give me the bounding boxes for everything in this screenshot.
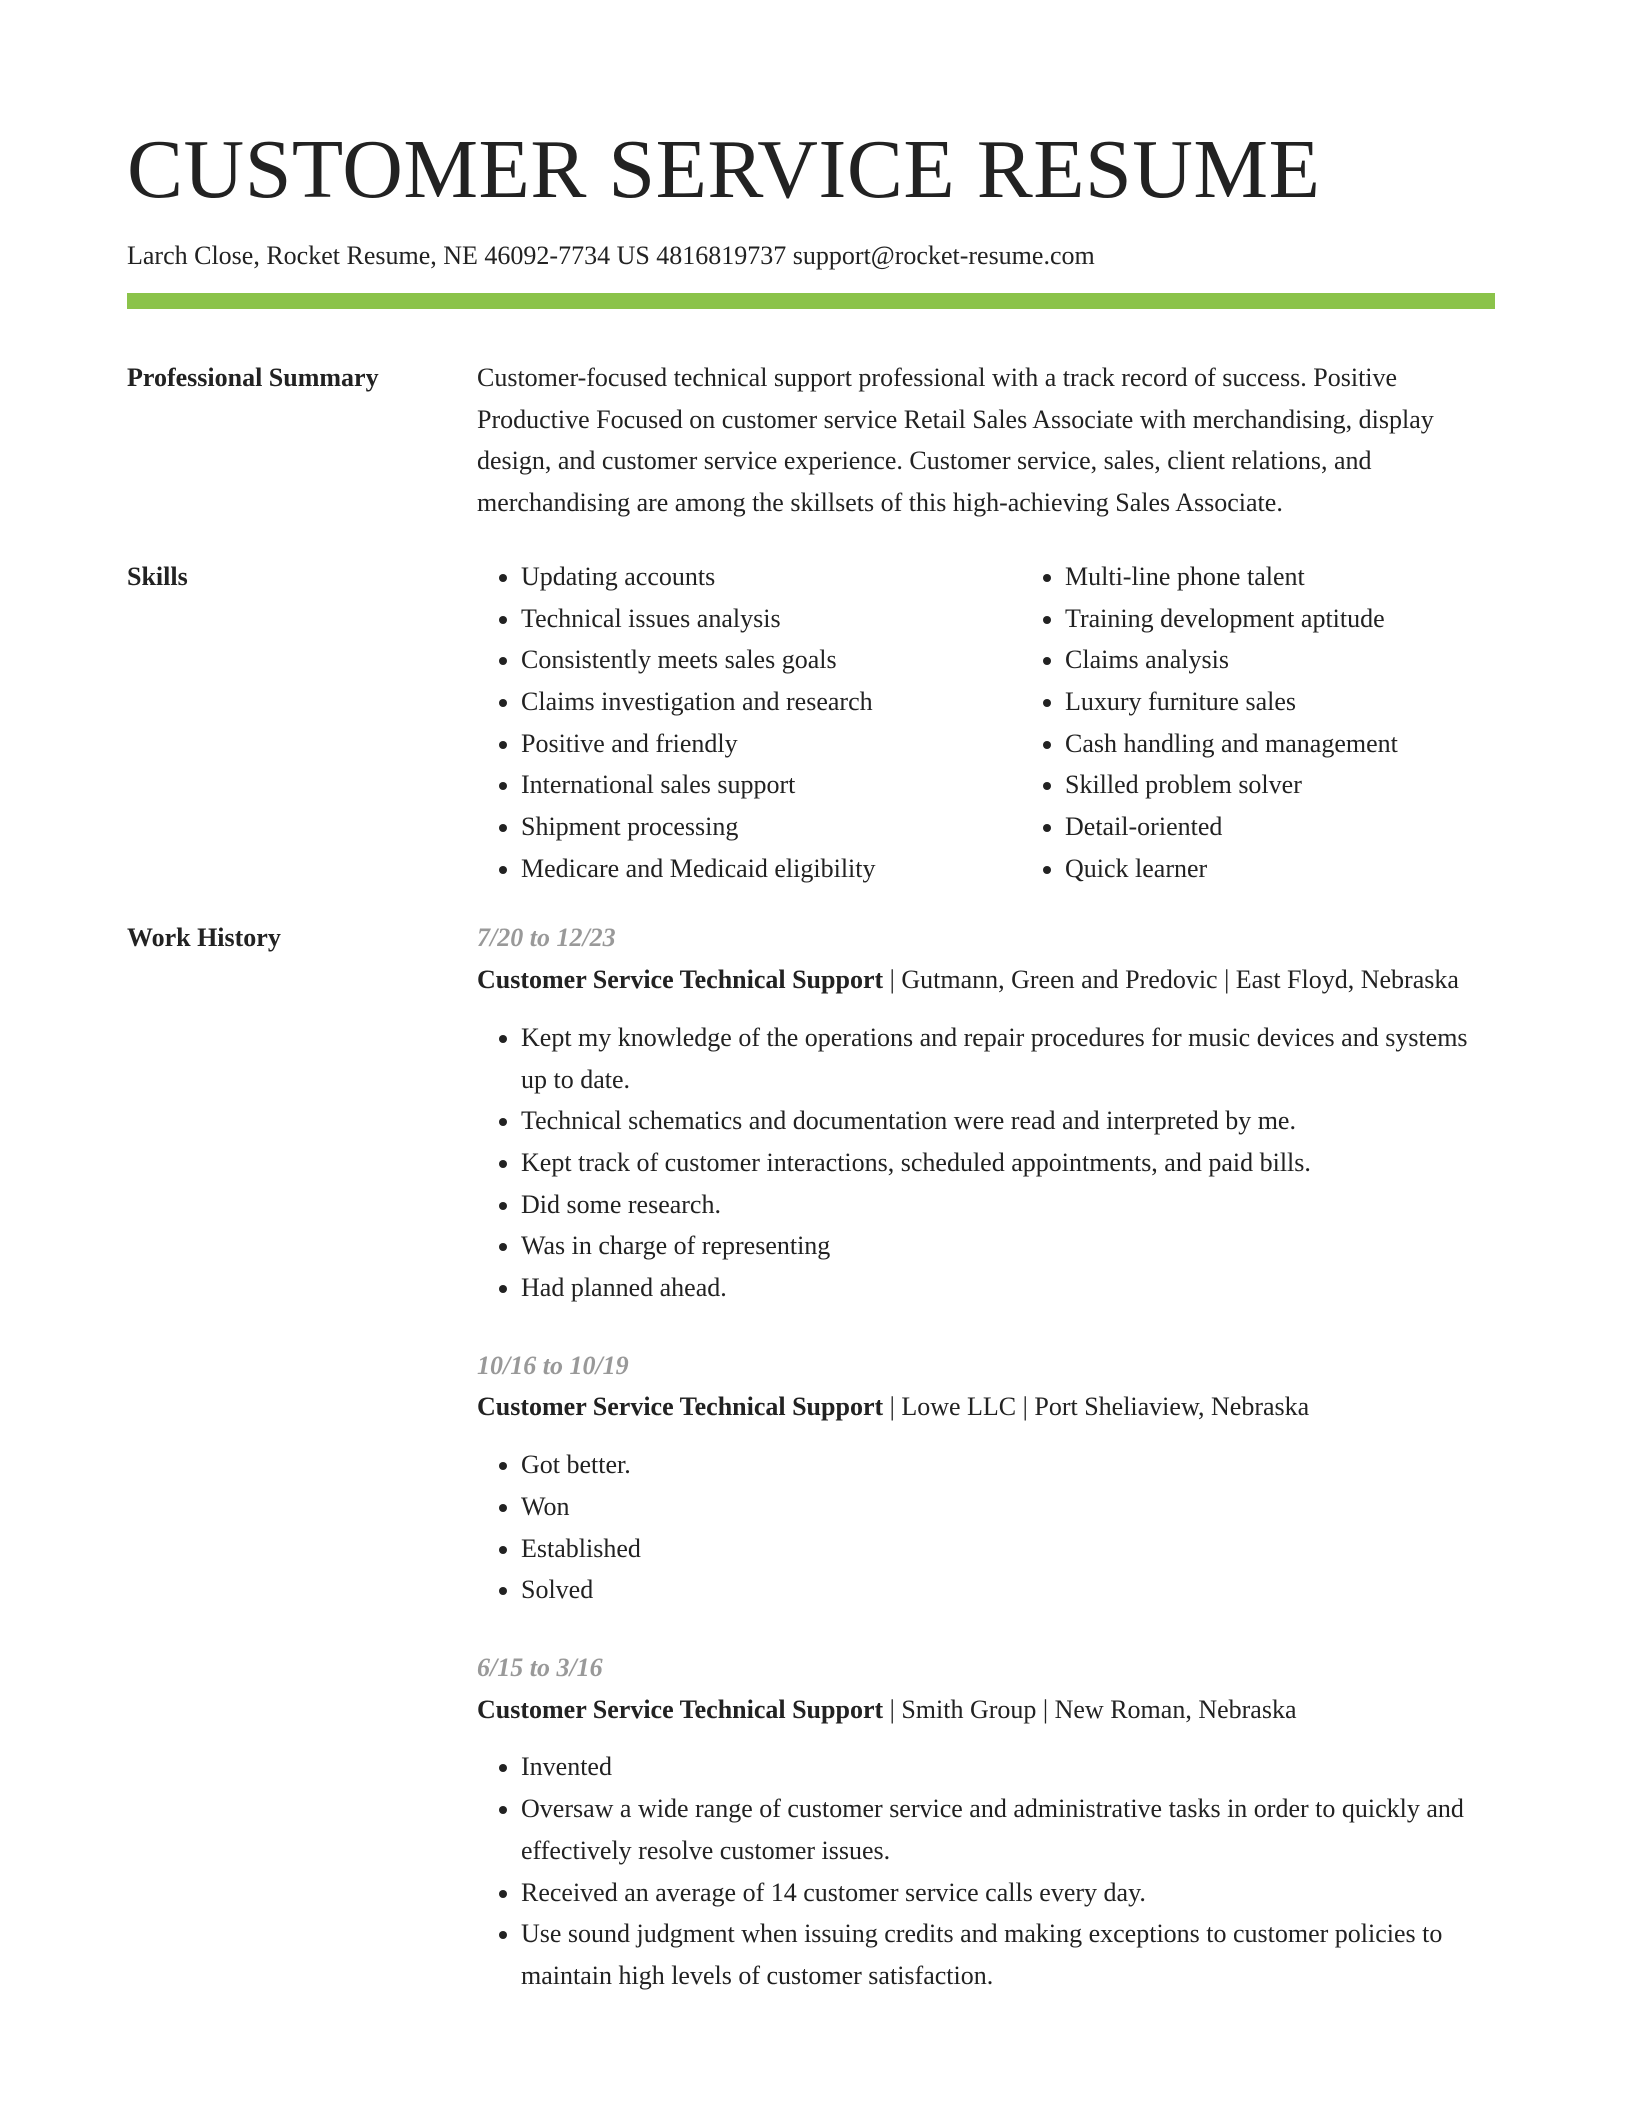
section-label-work-history: Work History — [127, 923, 281, 953]
skills-list-right — [1021, 556, 1585, 890]
job-entry — [477, 917, 1495, 1308]
skill-item: • Skilled problem solver — [1065, 764, 1585, 806]
accent-divider — [127, 293, 1495, 309]
section-label-professional-summary: Professional Summary — [127, 363, 379, 392]
skill-item: • Consistently meets sales goals — [521, 639, 1021, 681]
job-entry — [477, 1647, 1495, 1997]
job-heading — [477, 959, 1495, 1001]
job-bullets — [477, 1444, 1495, 1611]
skill-item: • Cash handling and management — [1065, 723, 1585, 765]
job-details: | Gutmann, Green and Predovic | East Floyd, Nebraska — [883, 965, 1459, 995]
job-bullets — [477, 1017, 1495, 1309]
job-bullet: • Kept track of customer interactions, scheduled appointments, and paid bills. — [521, 1142, 1495, 1184]
job-bullet: • Oversaw a wide range of customer service and administrative tasks in order to quickly and effectively resolve customer issues. — [521, 1788, 1495, 1871]
job-title: Customer Service Technical Support — [477, 965, 884, 995]
job-heading — [477, 1689, 1495, 1731]
contact-line: Larch Close, Rocket Resume, NE 46092-7734 US 4816819737 support@rocket-resume.com — [127, 241, 1095, 270]
job-bullet: • Got better. — [521, 1444, 1495, 1486]
job-bullet: • Won — [521, 1486, 1495, 1528]
skill-item: • International sales support — [521, 764, 1021, 806]
job-dates: 7/20 to 12/23 — [477, 923, 616, 953]
skills-section — [127, 556, 1495, 890]
job-details: | Lowe LLC | Port Sheliaview, Nebraska — [883, 1392, 1310, 1422]
skill-item: • Positive and friendly — [521, 723, 1021, 765]
job-heading — [477, 1386, 1495, 1428]
skill-item: • Luxury furniture sales — [1065, 681, 1585, 723]
job-bullet: • Use sound judgment when issuing credits and making exceptions to customer policies to maintain high levels of customer satisfaction. — [521, 1913, 1495, 1996]
skill-item: • Updating accounts — [521, 556, 1021, 598]
job-bullet: • Kept my knowledge of the operations and repair procedures for music devices and systems up to date. — [521, 1017, 1495, 1100]
job-bullet: • Solved — [521, 1569, 1495, 1611]
job-details: | Smith Group | New Roman, Nebraska — [883, 1694, 1297, 1724]
job-bullets — [477, 1746, 1495, 1996]
skill-item: • Shipment processing — [521, 806, 1021, 848]
skill-item: • Multi-line phone talent — [1065, 556, 1585, 598]
work-history-section — [127, 917, 1495, 2032]
job-dates: 6/15 to 3/16 — [477, 1652, 603, 1682]
resume-page — [127, 122, 1495, 2033]
job-bullet: • Received an average of 14 customer service calls every day. — [521, 1872, 1495, 1914]
skill-item: • Claims analysis — [1065, 639, 1585, 681]
job-bullet: • Established — [521, 1528, 1495, 1570]
job-title: Customer Service Technical Support — [477, 1392, 884, 1422]
job-bullet: • Technical schematics and documentation were read and interpreted by me. — [521, 1100, 1495, 1142]
job-entry — [477, 1345, 1495, 1611]
skill-item: • Detail-oriented — [1065, 806, 1585, 848]
skill-item: • Technical issues analysis — [521, 598, 1021, 640]
job-bullet: • Invented — [521, 1746, 1495, 1788]
resume-title: CUSTOMER SERVICE RESUME — [127, 123, 1321, 216]
skill-item: • Medicare and Medicaid eligibility — [521, 848, 1021, 890]
job-bullet: • Had planned ahead. — [521, 1267, 1495, 1309]
job-title: Customer Service Technical Support — [477, 1694, 884, 1724]
job-dates: 10/16 to 10/19 — [477, 1350, 629, 1380]
skills-list-left — [477, 556, 1021, 890]
professional-summary-section — [127, 357, 1495, 524]
skill-item: • Training development aptitude — [1065, 598, 1585, 640]
summary-text: Customer-focused technical support professional with a track record of success. Positive Productive Focused on customer service Retail Sales Associate with merchandising, display design, and customer service experience. Customer service, sales, client relations, and merchandising are among the skillsets of this high-achieving Sales Associate. — [477, 363, 1434, 518]
skill-item: • Claims investigation and research — [521, 681, 1021, 723]
skill-item: • Quick learner — [1065, 848, 1585, 890]
section-label-skills: Skills — [127, 561, 188, 591]
job-bullet: • Was in charge of representing — [521, 1225, 1495, 1267]
job-bullet: • Did some research. — [521, 1184, 1495, 1226]
